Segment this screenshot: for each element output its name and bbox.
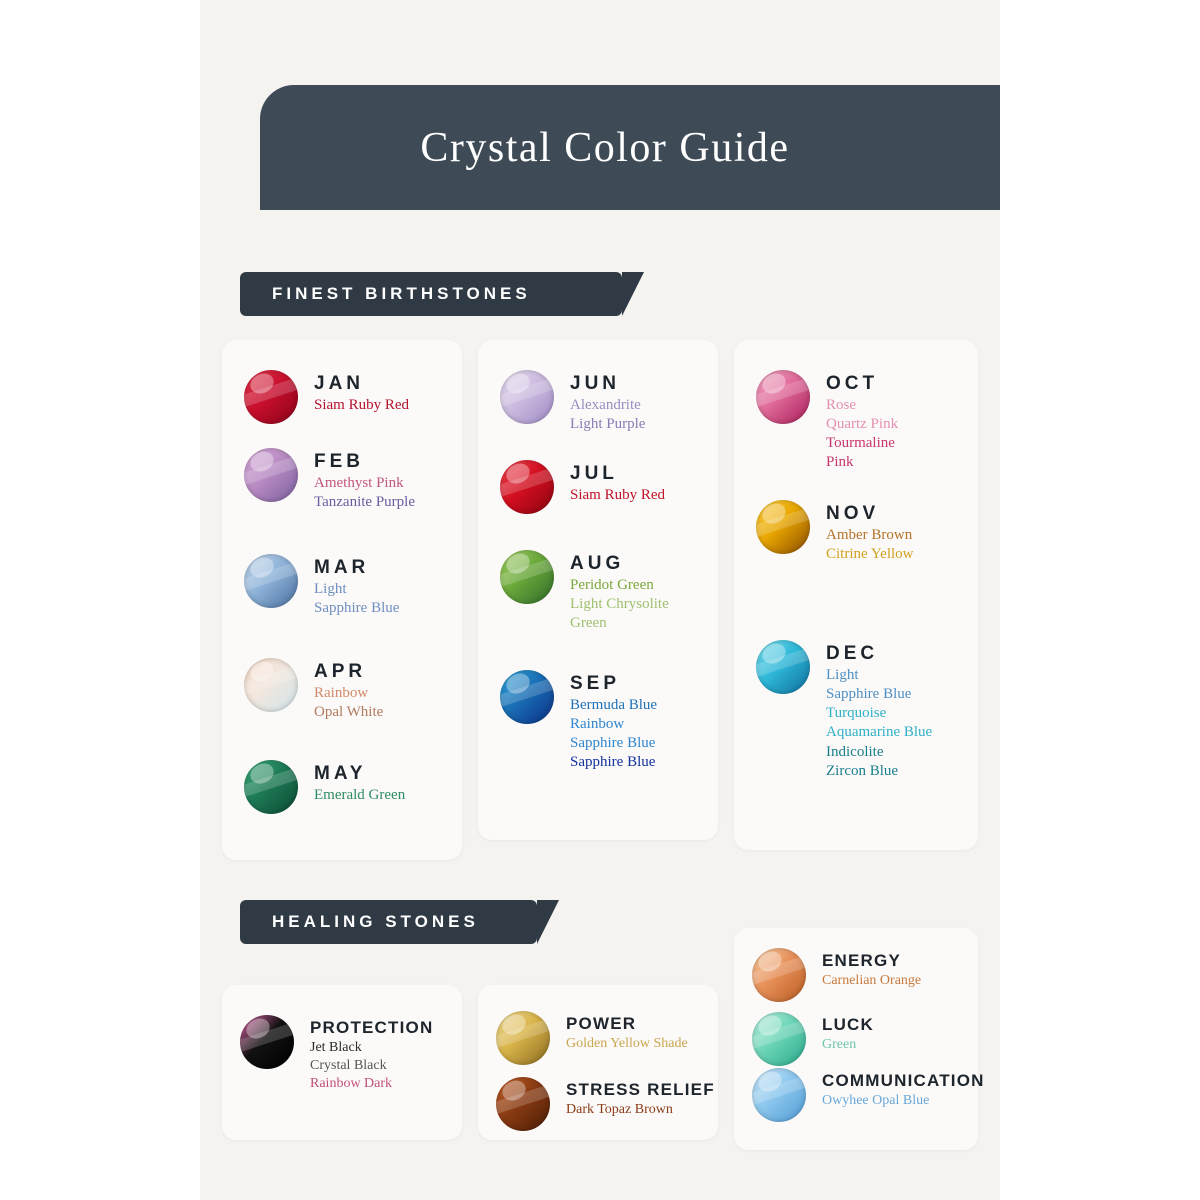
healing-card-column-3 <box>734 928 985 1150</box>
keyword-label: ENERGY <box>822 951 901 970</box>
healing-stone-icon <box>752 1068 806 1122</box>
month-label: DEC <box>826 643 879 664</box>
stone-entry-text <box>826 370 898 473</box>
month-label: APR <box>314 661 367 682</box>
stone-color-name: Rainbow Dark <box>310 1076 393 1092</box>
month-label: MAY <box>314 763 367 784</box>
stone-color-name: Aquamarine Blue <box>826 724 933 741</box>
stone-entry-text <box>822 948 921 990</box>
healing-card-column-1 <box>222 985 462 1140</box>
stone-color-name: Rose <box>826 396 856 413</box>
tab-slant-shape <box>537 900 559 944</box>
stone-color-name: Pink <box>826 454 854 471</box>
stone-color-name: Emerald Green <box>314 786 406 803</box>
stone-entry <box>756 370 898 473</box>
stone-entry <box>500 550 669 633</box>
stone-color-name: Tourmaline <box>826 435 895 452</box>
stone-entry-text <box>570 460 665 505</box>
birthstone-card-column-1 <box>222 340 462 860</box>
stone-color-name: Light <box>826 666 859 683</box>
healing-stone-icon <box>240 1015 294 1069</box>
stone-entry-text <box>566 1011 688 1053</box>
healing-stone-icon <box>752 948 806 1002</box>
gemstone-icon <box>244 370 298 424</box>
stone-color-name: Alexandrite <box>570 396 641 413</box>
stone-color-name: Peridot Green <box>570 576 654 593</box>
gemstone-icon <box>500 460 554 514</box>
stone-color-name: Jet Black <box>310 1040 362 1056</box>
month-label: SEP <box>570 673 621 694</box>
month-label: AUG <box>570 553 625 574</box>
stone-entry <box>244 554 399 618</box>
healing-stone-icon <box>752 1012 806 1066</box>
stone-color-name: Sapphire Blue <box>570 735 656 752</box>
month-label: FEB <box>314 451 364 472</box>
keyword-label: STRESS RELIEF <box>566 1080 715 1099</box>
gemstone-icon <box>756 640 810 694</box>
stone-entry <box>244 370 409 424</box>
stone-color-name: Siam Ruby Red <box>570 486 666 503</box>
month-label: JUN <box>570 373 621 394</box>
gemstone-icon <box>500 670 554 724</box>
stone-entry-text <box>822 1012 874 1054</box>
keyword-label: PROTECTION <box>310 1018 434 1037</box>
gemstone-icon <box>244 448 298 502</box>
stone-color-name: Rainbow <box>314 684 369 701</box>
stone-entry <box>500 670 657 773</box>
month-label: NOV <box>826 503 880 524</box>
stone-entry <box>496 1011 688 1065</box>
section-tab-healing-label: HEALING STONES <box>272 912 479 931</box>
stone-entry <box>500 460 665 514</box>
stone-color-name: Light Chrysolite <box>570 595 669 612</box>
page-title: Crystal Color Guide <box>420 124 790 171</box>
stone-color-name: Dark Topaz Brown <box>566 1102 673 1118</box>
gemstone-icon <box>500 550 554 604</box>
stone-color-name: Rainbow <box>570 715 625 732</box>
tab-slant-shape <box>622 272 644 316</box>
stone-entry-text <box>314 760 405 805</box>
gemstone-icon <box>244 554 298 608</box>
gemstone-icon <box>756 500 810 554</box>
stone-color-name: Green <box>822 1037 857 1053</box>
stone-color-name: Turquoise <box>826 705 887 722</box>
stone-entry <box>496 1077 715 1131</box>
stone-entry-text <box>826 500 914 564</box>
stone-entry <box>244 658 383 722</box>
header-banner <box>260 85 1000 210</box>
stone-entry <box>756 640 932 781</box>
stone-color-name: Light Purple <box>570 415 646 432</box>
stone-entry-text <box>826 640 932 781</box>
stone-color-name: Amethyst Pink <box>314 474 404 491</box>
gemstone-icon <box>756 370 810 424</box>
stone-color-name: Amber Brown <box>826 526 913 543</box>
stone-color-name: Golden Yellow Shade <box>566 1036 688 1052</box>
stone-color-name: Sapphire Blue <box>570 754 656 771</box>
month-label: JUL <box>570 463 618 484</box>
birthstone-card-column-3 <box>734 340 978 850</box>
stone-entry <box>500 370 645 434</box>
stone-entry-text <box>822 1068 985 1110</box>
stone-color-name: Zircon Blue <box>826 762 899 779</box>
month-label: MAR <box>314 557 370 578</box>
stone-entry-text <box>570 670 657 773</box>
stone-entry-text <box>570 550 669 633</box>
stone-entry-text <box>310 1015 433 1094</box>
birthstone-card-column-2 <box>478 340 718 840</box>
gemstone-icon <box>500 370 554 424</box>
keyword-label: COMMUNICATION <box>822 1071 985 1090</box>
stone-entry-text <box>570 370 645 434</box>
stone-entry-text <box>314 448 415 512</box>
stone-color-name: Carnelian Orange <box>822 973 922 989</box>
stone-entry-text <box>314 554 399 618</box>
stone-entry <box>752 1012 874 1066</box>
stone-entry-text <box>566 1077 715 1119</box>
stone-entry-text <box>314 370 409 415</box>
stone-color-name: Indicolite <box>826 743 884 760</box>
stone-entry <box>244 760 405 814</box>
stone-color-name: Crystal Black <box>310 1058 387 1074</box>
gemstone-icon <box>244 658 298 712</box>
stone-entry <box>244 448 415 512</box>
poster-page <box>200 0 1000 1200</box>
stone-entry <box>752 948 921 1002</box>
keyword-label: LUCK <box>822 1015 875 1034</box>
stone-entry <box>756 500 914 564</box>
stone-entry <box>752 1068 985 1122</box>
stone-color-name: Sapphire Blue <box>314 599 400 616</box>
healing-stone-icon <box>496 1011 550 1065</box>
stone-entry <box>240 1015 433 1094</box>
stone-color-name: Tanzanite Purple <box>314 493 415 510</box>
healing-stone-icon <box>496 1077 550 1131</box>
stone-color-name: Siam Ruby Red <box>314 396 410 413</box>
section-tab-birthstones-label: FINEST BIRTHSTONES <box>272 284 531 303</box>
stone-entry-text <box>314 658 383 722</box>
stone-color-name: Bermuda Blue <box>570 696 658 713</box>
keyword-label: POWER <box>566 1014 637 1033</box>
month-label: JAN <box>314 373 365 394</box>
stone-color-name: Opal White <box>314 703 384 720</box>
stone-color-name: Sapphire Blue <box>826 685 912 702</box>
gemstone-icon <box>244 760 298 814</box>
stone-color-name: Green <box>570 615 607 632</box>
stone-color-name: Owyhee Opal Blue <box>822 1093 930 1109</box>
stone-color-name: Quartz Pink <box>826 415 899 432</box>
healing-card-column-2 <box>478 985 718 1140</box>
section-tab-healing <box>240 900 537 944</box>
month-label: OCT <box>826 373 879 394</box>
section-tab-birthstones <box>240 272 622 316</box>
stone-color-name: Light <box>314 580 347 597</box>
stone-color-name: Citrine Yellow <box>826 545 914 562</box>
